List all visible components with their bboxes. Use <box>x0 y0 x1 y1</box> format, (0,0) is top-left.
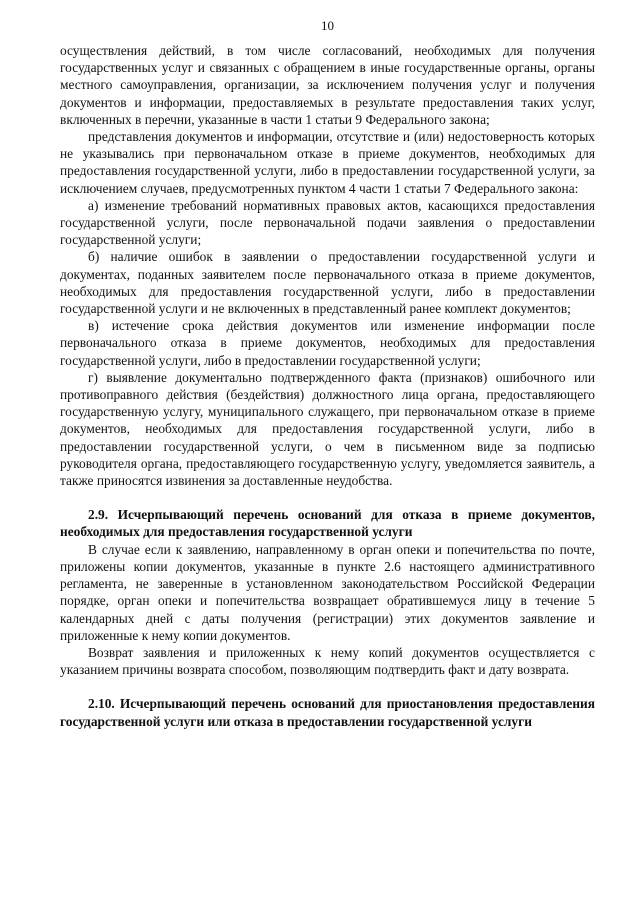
list-item-a: а) изменение требований нормативных правовых актов, касающихся предоставления государственной услуги, после первоначальной подачи заявления о предоставлении государственной услуги; <box>60 197 595 248</box>
paragraph-documents-not-indicated: представления документов и информации, отсутствие и (или) недостоверность которых не указывались при первоначальном отказе в приеме документов, необходимых для предоставления государственной услуги, либо в предоставлении государственной услуги, за исключением случаев, предусмотренных пунктом 4 части 1 статьи 7 Федерального закона: <box>60 129 595 196</box>
section-heading-2-10: 2.10. Исчерпывающий перечень оснований для приостановления предоставления государственной услуги или отказа в предоставлении государственной услуги <box>60 696 595 729</box>
paragraph-continuation: осуществления действий, в том числе согласований, необходимых для получения государственных услуг и связанных с обращением в иные государственные органы, органы местного самоуправления, организации, за исключением получения услуг и получения документов и информации, предоставляемых в результате предоставления таких услуг, включенных в перечни, указанные в части 1 статьи 9 Федерального закона; <box>60 43 595 127</box>
section-2-9-paragraph: Возврат заявления и приложенных к нему копий документов осуществляется с указанием причины возврата способом, позволяющим подтвердить факт и дату возврата. <box>60 644 595 678</box>
list-item-g: г) выявление документально подтвержденного факта (признаков) ошибочного или противоправного действия (бездействия) должностного лица органа, предоставляющего государственную услугу, муниципального служащего, при первоначальном отказе в приеме документов, необходимых для предоставления государственной услуги, либо в предоставлении государственной услуги, о чем в письменном виде за подписью руководителя органа, предоставляющего государственную услугу, уведомляется заявитель, а также приносятся извинения за доставленные неудобства. <box>60 369 595 489</box>
list-item-b: б) наличие ошибок в заявлении о предоставлении государственной услуги и документах, поданных заявителем после первоначального отказа в приеме документов, необходимых для предоставления государственной услуги, либо в предоставлении государственной услуги и не включенных в представленный ранее комплект документов; <box>60 249 595 317</box>
section-heading-2-9: 2.9. Исчерпывающий перечень оснований для отказа в приеме документов, необходимых для предоставления государственной услуги <box>60 507 595 540</box>
section-spacer <box>60 489 595 506</box>
section-spacer <box>60 678 595 695</box>
section-2-9-paragraph: В случае если к заявлению, направленному в орган опеки и попечительства по почте, приложены копии документов, указанные в пункте 2.6 настоящего административного регламента, не заверенные в установленном законодательством Российской Федерации порядке, орган опеки и попечительства возвращает обратившемуся лицу в течение 5 календарных дней с даты получения (регистрации) этих документов заявление и приложенные к нему копии документов. <box>60 541 595 643</box>
list-item-v: в) истечение срока действия документов или изменение информации после первоначального отказа в приеме документов, необходимых для предоставления государственной услуги, либо в предоставлении государственной услуги; <box>60 318 595 368</box>
page-number: 10 <box>321 18 334 33</box>
